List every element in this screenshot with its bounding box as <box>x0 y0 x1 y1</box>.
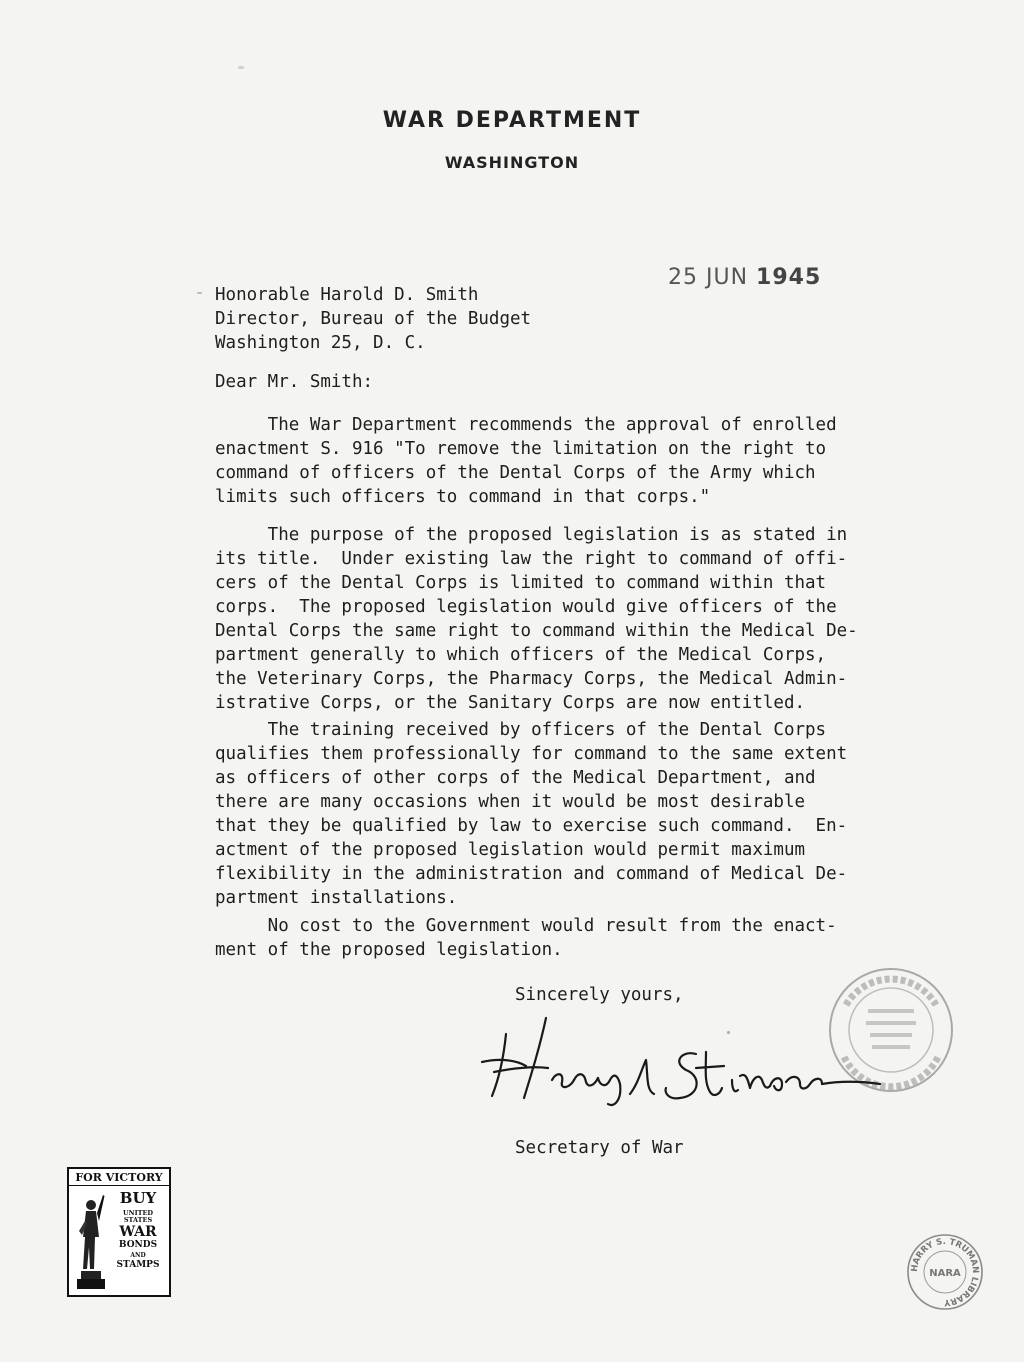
poster-states: STATES <box>123 1216 153 1224</box>
signature-henry-l-stimson <box>470 1010 890 1110</box>
archive-stamp-ring-text: HARRY S. TRUMAN LIBRARY <box>909 1236 981 1308</box>
paragraph-line: No cost to the Government would result from the enact- <box>215 916 837 936</box>
paragraph-line: corps. The proposed legislation would give officers of the <box>215 597 837 617</box>
poster-headline: FOR VICTORY <box>69 1171 169 1186</box>
signer-title: Secretary of War <box>515 1138 684 1158</box>
paragraph-line: its title. Under existing law the right to command of offi- <box>215 549 848 569</box>
paragraph-line: The War Department recommends the approval of enrolled <box>215 415 837 435</box>
poster-war: WAR <box>119 1224 157 1240</box>
paragraph-line: command of officers of the Dental Corps of the Army which <box>215 463 816 483</box>
minuteman-statue-icon <box>73 1191 109 1291</box>
scan-speck <box>238 66 244 69</box>
poster-buy: BUY <box>119 1189 157 1207</box>
paragraph-recommendation <box>215 413 837 509</box>
paragraph-line: actment of the proposed legislation would permit maximum <box>215 840 806 860</box>
paragraph-line: qualifies them professionally for command to the same extent <box>215 744 848 764</box>
paragraph-line: flexibility in the administration and command of Medical De- <box>215 864 848 884</box>
paragraph-line: limits such officers to command in that corps." <box>215 487 711 507</box>
paragraph-training <box>215 718 847 910</box>
paragraph-line: enactment S. 916 "To remove the limitation on the right to <box>215 439 827 459</box>
paragraph-line: the Veterinary Corps, the Pharmacy Corps, the Medical Admin- <box>215 669 848 689</box>
recipient-address <box>215 283 531 355</box>
scan-speck <box>727 1031 730 1034</box>
paragraph-line: Dental Corps the same right to command within the Medical De- <box>215 621 858 641</box>
paragraph-line: istrative Corps, or the Sanitary Corps are now entitled. <box>215 693 806 713</box>
poster-united-states <box>109 1210 167 1224</box>
paragraph-line: cers of the Dental Corps is limited to command within that <box>215 573 827 593</box>
paragraph-line: The training received by officers of the Dental Corps <box>215 720 827 740</box>
paragraph-line: partment installations. <box>215 888 458 908</box>
paragraph-line: there are many occasions when it would be most desirable <box>215 792 806 812</box>
paragraph-cost <box>215 914 837 962</box>
paragraph-line: The purpose of the proposed legislation is as stated in <box>215 525 848 545</box>
poster-united: UNITED <box>122 1209 154 1217</box>
letterhead-city: WASHINGTON <box>444 153 580 172</box>
date-stamp-day-month: 25 JUN <box>668 265 749 290</box>
letterhead-department: WAR DEPARTMENT <box>382 108 642 133</box>
poster-stamps: STAMPS <box>116 1260 160 1270</box>
salutation: Dear Mr. Smith: <box>215 372 374 392</box>
truman-library-archive-stamp <box>906 1233 984 1311</box>
war-bonds-poster <box>67 1167 171 1297</box>
closing: Sincerely yours, <box>515 985 684 1005</box>
poster-bonds: BONDS <box>118 1240 158 1250</box>
recipient-city: Washington 25, D. C. <box>215 333 426 353</box>
paragraph-line: partment generally to which officers of the Medical Corps, <box>215 645 827 665</box>
paragraph-line: that they be qualified by law to exercise such command. En- <box>215 816 848 836</box>
date-stamp-year: 1945 <box>756 265 822 290</box>
poster-and: AND <box>130 1252 146 1259</box>
archive-stamp-center-text: NARA <box>929 1268 961 1279</box>
scan-speck <box>197 292 202 294</box>
paragraph-purpose <box>215 523 858 715</box>
recipient-office: Director, Bureau of the Budget <box>215 309 532 329</box>
paragraph-line: ment of the proposed legislation. <box>215 940 563 960</box>
paragraph-line: as officers of other corps of the Medical Department, and <box>215 768 816 788</box>
date-stamp <box>668 265 821 290</box>
recipient-name: Honorable Harold D. Smith <box>215 285 479 305</box>
